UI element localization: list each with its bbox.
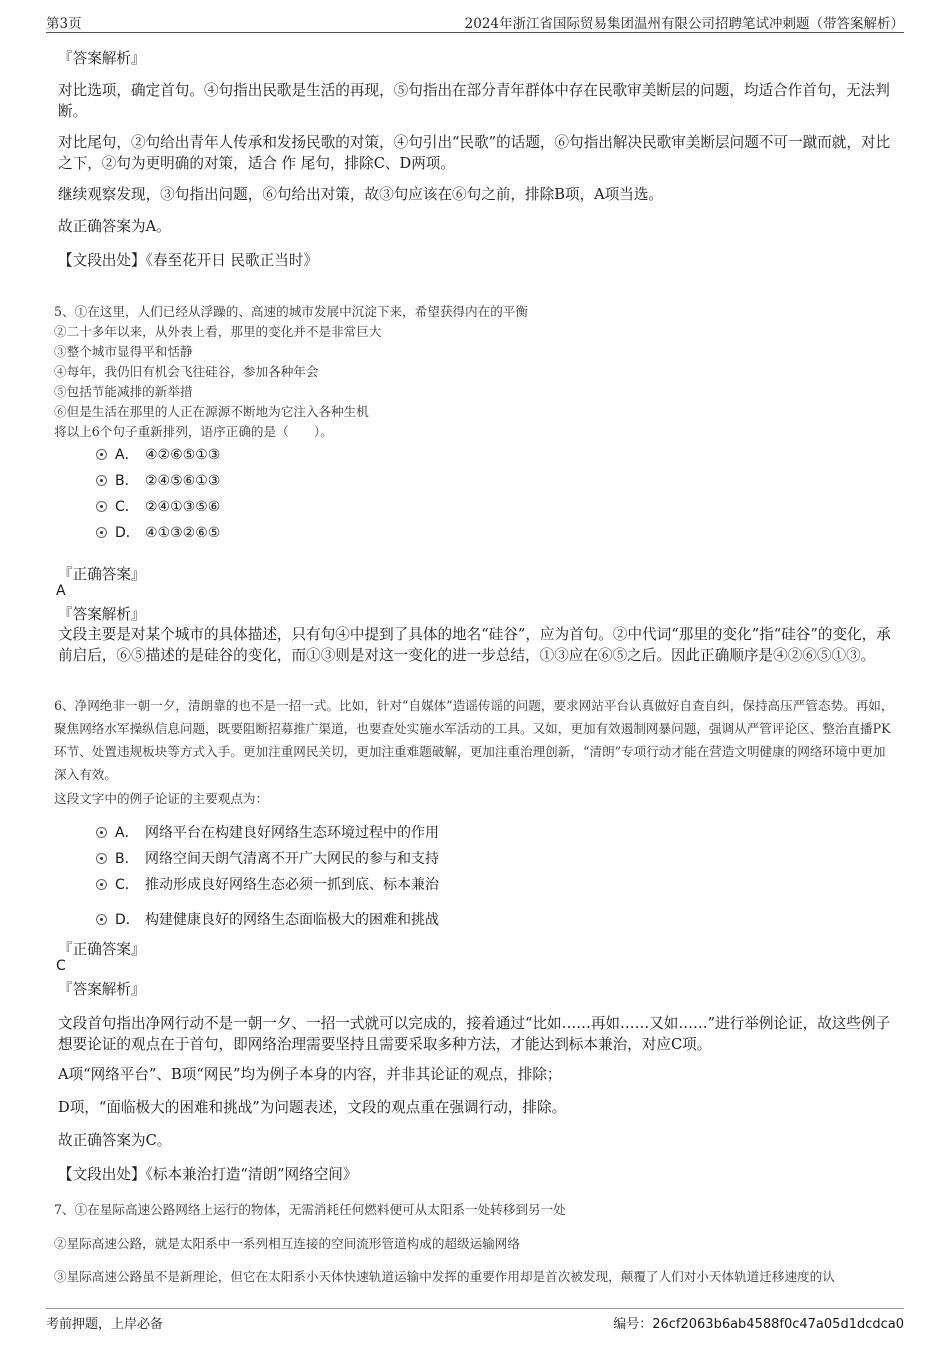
q4-source: 【文段出处】《春至花开日 民歌正当时》 bbox=[58, 252, 319, 269]
q6-question: 这段文字中的例子论证的主要观点为： bbox=[54, 791, 269, 806]
footer-divider bbox=[46, 1308, 904, 1309]
q6-analysis-p1: 文段首句指出净网行动不是一朝一夕、一招一式就可以完成的，接着通过“比如……再如……又如……”进行举例论证，故这些例子想要论证的观点在于首句，即网络治理需要坚持且需要采取多种方法，才能达到标本兼治，对应C项。 bbox=[58, 1015, 891, 1053]
q6-analysis-label: 『答案解析』 bbox=[58, 981, 146, 998]
radio-button[interactable] bbox=[96, 914, 107, 925]
q5-option-b[interactable]: B． ②④⑤⑥①③ bbox=[96, 471, 220, 491]
q5-answer: A bbox=[56, 583, 66, 599]
q6-source: 【文段出处】《标本兼治打造“清朗”网络空间》 bbox=[58, 1166, 358, 1183]
q7-line-1: 7、①在星际高速公路网络上运行的物体，无需消耗任何燃料便可从太阳系一处转移到另一处 bbox=[54, 1202, 566, 1217]
q7-line-3: ③星际高速公路虽不是新理论，但它在太阳系小天体快速轨道运输中发挥的重要作用却是首次被发现，颠覆了人们对小天体轨道迁移速度的认 bbox=[54, 1269, 835, 1284]
q5-stem bbox=[54, 302, 894, 442]
radio-button[interactable] bbox=[96, 449, 107, 460]
q6-option-a[interactable]: A． 网络平台在构建良好网络生态环境过程中的作用 bbox=[96, 823, 439, 843]
q4-analysis-label: 『答案解析』 bbox=[58, 50, 146, 67]
radio-button[interactable] bbox=[96, 827, 107, 838]
page-number: 第3页 bbox=[46, 16, 82, 32]
q5-option-d[interactable]: D． ④①③②⑥⑤ bbox=[96, 523, 220, 543]
q5-option-a[interactable]: A． ④②⑥⑤①③ bbox=[96, 445, 220, 465]
radio-button[interactable] bbox=[96, 527, 107, 538]
q4-analysis-p4: 故正确答案为A。 bbox=[58, 218, 171, 235]
q7-line-2: ②星际高速公路，就是太阳系中一系列相互连接的空间流形管道构成的超级运输网络 bbox=[54, 1236, 520, 1251]
radio-button[interactable] bbox=[96, 475, 107, 486]
q4-analysis-p2: 对比尾句，②句给出青年人传承和发扬民歌的对策，④句引出“民歌”的话题，⑥句指出解决民歌审美断层问题不可一蹴而就，对比之下，②句为更明确的对策，适合 作 尾句，排除C、D两项。 bbox=[58, 134, 891, 172]
document-title: 2024年浙江省国际贸易集团温州有限公司招聘笔试冲刺题（带答案解析） bbox=[464, 16, 904, 32]
q5-stem-line: ⑥但是生活在那里的人正在源源不断地为它注入各种生机 bbox=[54, 404, 369, 419]
q6-analysis-p2: A项“网络平台”、B项“网民”均为例子本身的内容，并非其论证的观点，排除； bbox=[58, 1066, 562, 1083]
q6-analysis-p3: D项，“面临极大的困难和挑战”为问题表述，文段的观点重在强调行动，排除。 bbox=[58, 1099, 567, 1116]
header-divider bbox=[46, 32, 904, 33]
q6-option-b[interactable]: B． 网络空间天朗气清离不开广大网民的参与和支持 bbox=[96, 849, 439, 869]
q6-analysis-p4: 故正确答案为C。 bbox=[58, 1132, 172, 1149]
radio-button[interactable] bbox=[96, 879, 107, 890]
radio-button[interactable] bbox=[96, 501, 107, 512]
footer-code-value: 26cf2063b6ab4588f0c47a05d1dcdca0 bbox=[652, 1317, 904, 1332]
q4-analysis-p3: 继续观察发现，③句指出问题，⑥句给出对策，故③句应该在⑥句之前，排除B项，A项当选。 bbox=[58, 186, 664, 203]
footer-code bbox=[613, 1313, 904, 1332]
q6-option-d[interactable]: D． 构建健康良好的网络生态面临极大的困难和挑战 bbox=[96, 910, 439, 930]
q5-stem-line: ④每年，我仍旧有机会飞往硅谷，参加各种年会 bbox=[54, 364, 319, 379]
q6-stem: 6、净网绝非一朝一夕，清朗靠的也不是一招一式。比如，针对“自媒体”造谣传谣的问题，要求网站平台认真做好自查自纠，保持高压严管态势。再如，聚焦网络水军操纵信息问题，既要阻断招募推广渠道，也要查处实施水军活动的工具。又如，更加有效遏制网暴问题，强调从严管评论区、整治直播PK环节、处置违规板块等方式入手。更加注重网民关切，更加注重难题破解，更加注重治理创新，“清朗”专项行动才能在营造文明健康的网络环境中更加深入有效。 bbox=[54, 698, 894, 782]
q5-stem-line: ②二十多年以来，从外表上看，那里的变化并不是非常巨大 bbox=[54, 324, 382, 339]
q5-analysis: 文段主要是对某个城市的具体描述，只有句④中提到了具体的地名“硅谷”，应为首句。②中代词“那里的变化”指“硅谷”的变化，承前启后，⑥⑤描述的是硅谷的变化，而①③则是对这一变化的进一步总结，①③应在⑥⑤之后。因此正确顺序是④②⑥⑤①③。 bbox=[58, 626, 891, 664]
q5-option-c[interactable]: C． ②④①③⑤⑥ bbox=[96, 497, 220, 517]
footer-code-label: 编号： bbox=[613, 1317, 653, 1332]
q4-analysis-p1: 对比选项，确定首句。④句指出民歌是生活的再现，⑤句指出在部分青年群体中存在民歌审美断层的问题，均适合作首句，无法判断。 bbox=[58, 82, 890, 120]
q5-stem-question: 将以上6个句子重新排列，语序正确的是（ ）。 bbox=[54, 424, 333, 439]
q5-analysis-label: 『答案解析』 bbox=[58, 606, 146, 623]
q6-option-c[interactable]: C． 推动形成良好网络生态必须一抓到底、标本兼治 bbox=[96, 875, 439, 895]
q6-answer: C bbox=[56, 958, 66, 974]
q5-stem-line: ⑤包括节能减排的新举措 bbox=[54, 384, 193, 399]
q5-stem-line: ③整个城市显得平和恬静 bbox=[54, 344, 193, 359]
q6-answer-label: 『正确答案』 bbox=[58, 941, 146, 958]
footer-slogan: 考前押题，上岸必备 bbox=[46, 1317, 164, 1332]
q5-stem-line: 5、①在这里，人们已经从浮躁的、高速的城市发展中沉淀下来，希望获得内在的平衡 bbox=[54, 304, 528, 319]
q5-answer-label: 『正确答案』 bbox=[58, 566, 146, 583]
radio-button[interactable] bbox=[96, 853, 107, 864]
